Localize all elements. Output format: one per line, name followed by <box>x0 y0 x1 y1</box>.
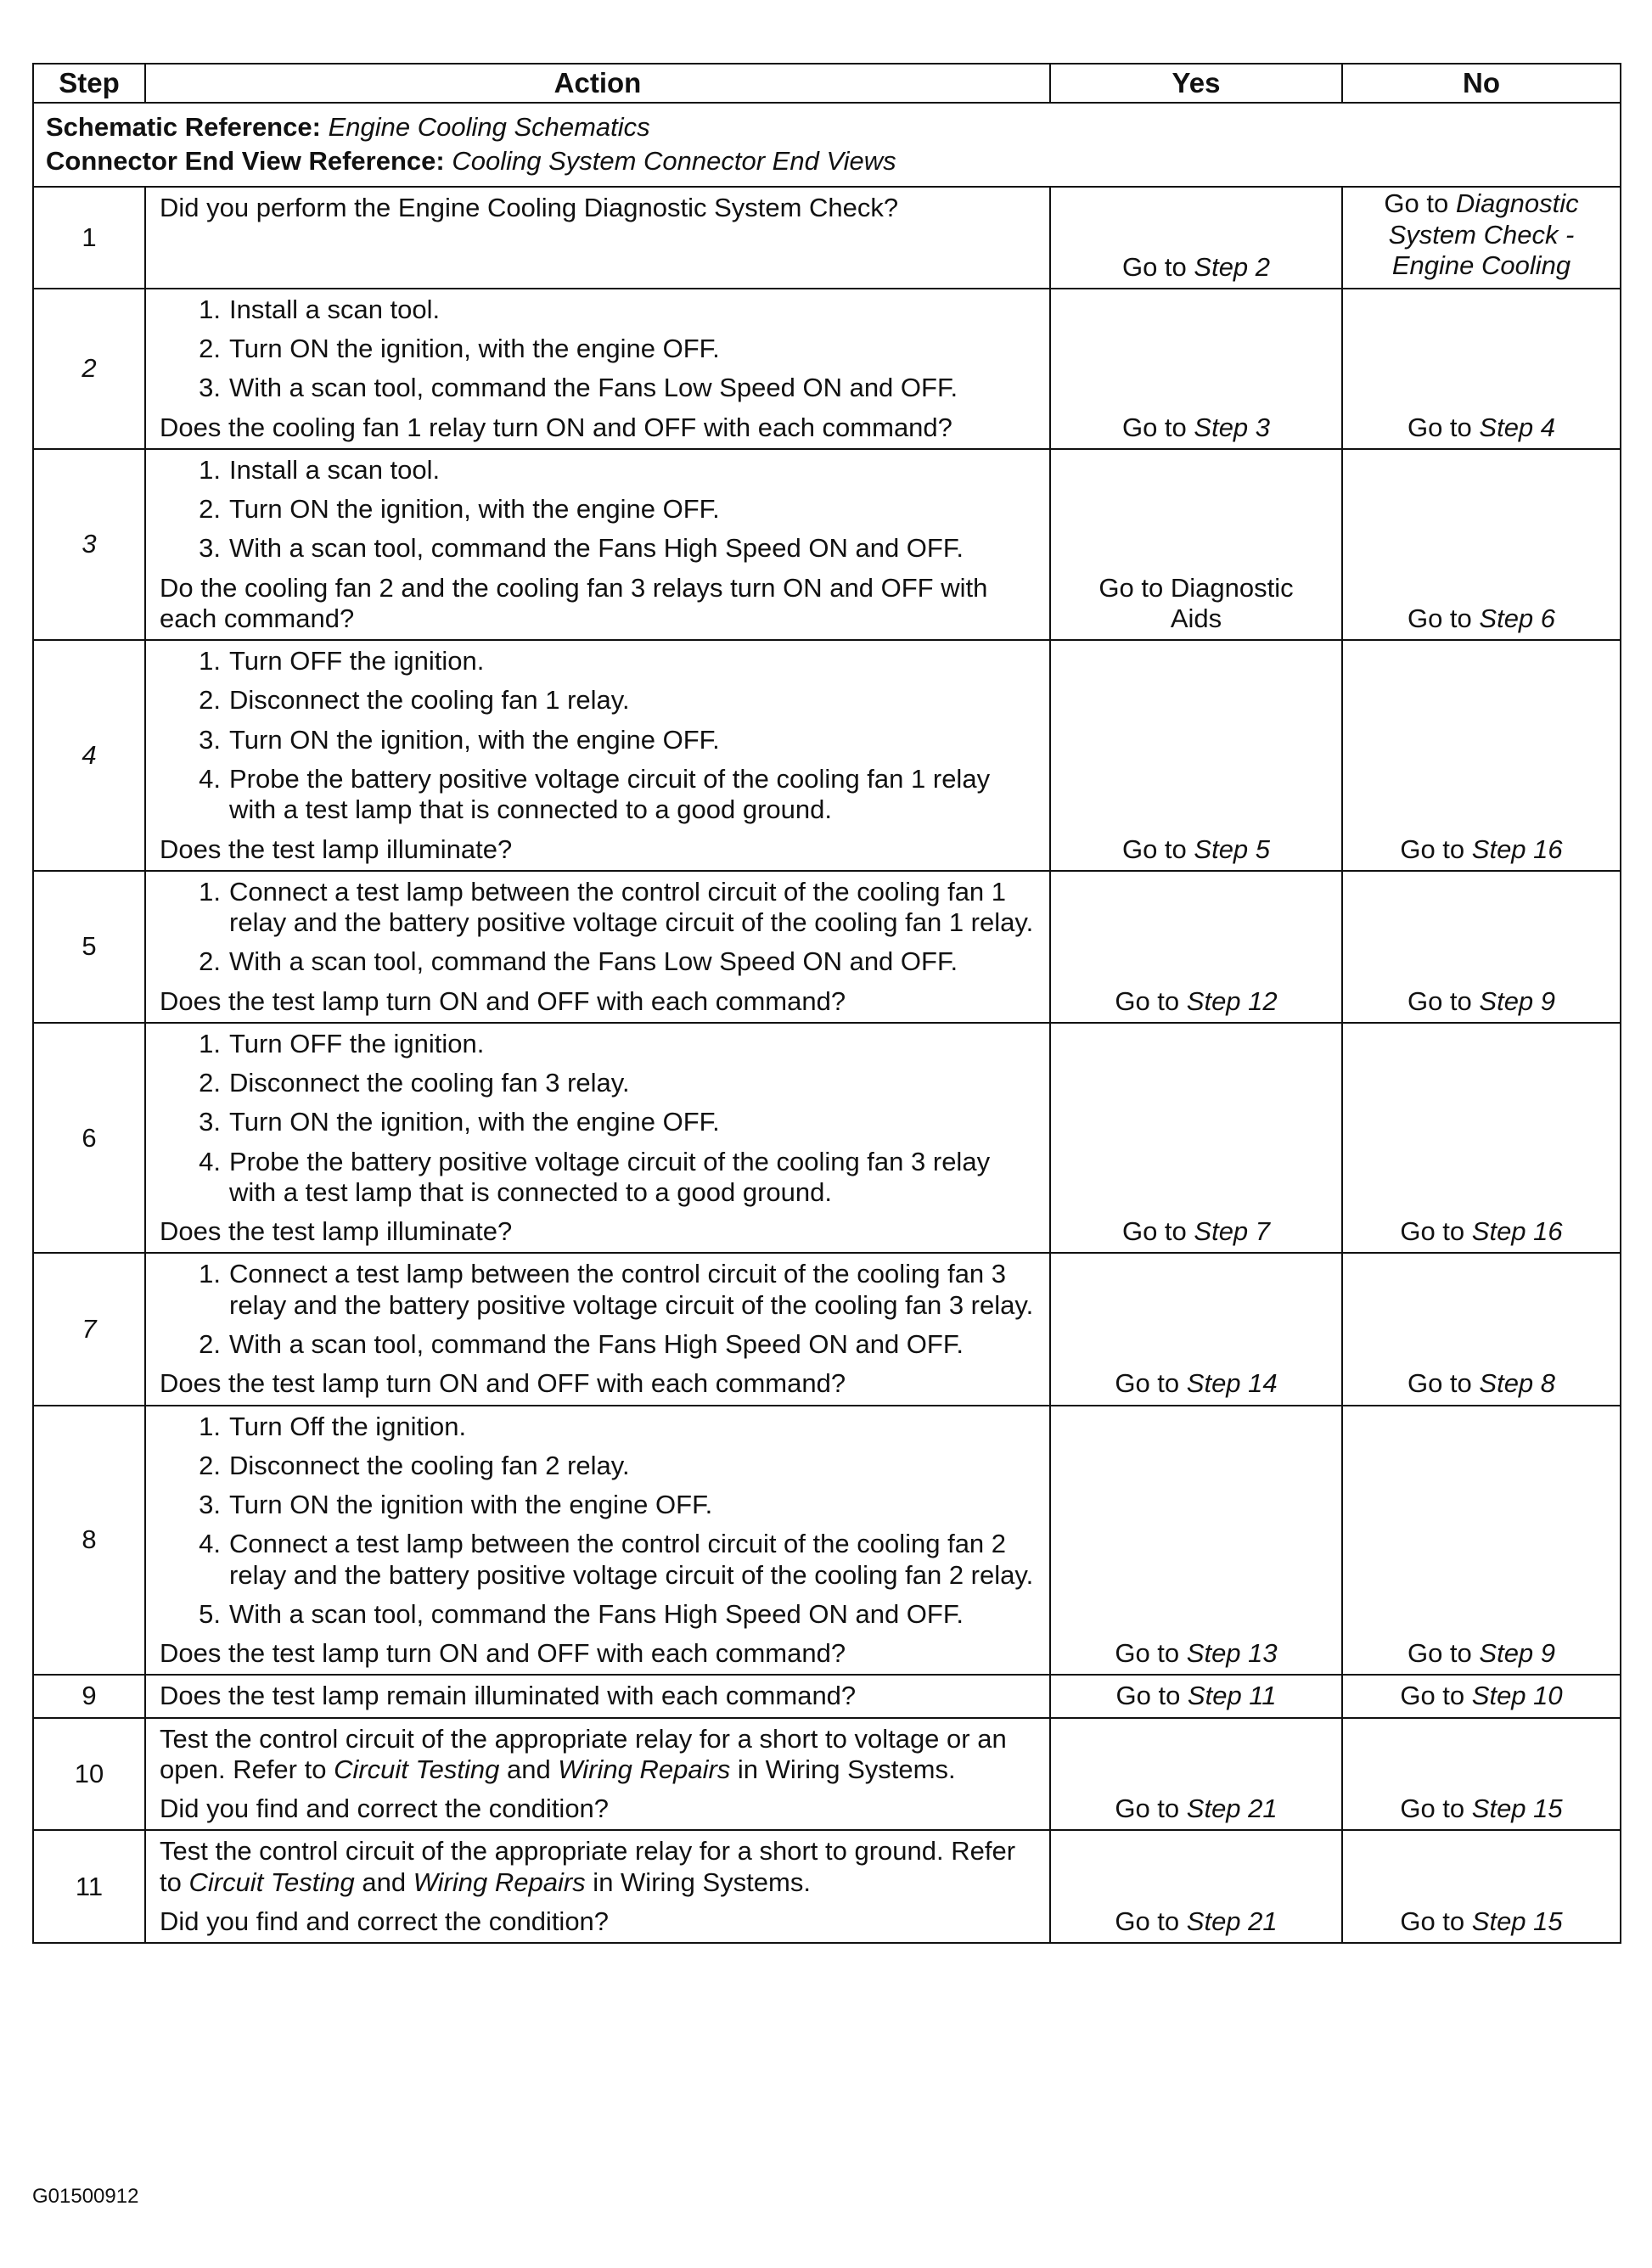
step-row <box>33 1718 1621 1831</box>
no-prefix: Go to <box>1407 1368 1480 1399</box>
action-item-number: 4. <box>199 1529 221 1559</box>
no-prefix: Go to <box>1400 834 1472 864</box>
action-item <box>160 373 1037 403</box>
yes-target: Step 7 <box>1194 1216 1271 1247</box>
header-action: Action <box>145 64 1050 103</box>
action-item-text: Connect a test lamp between the control circuit of the cooling fan 2 relay and the battery positive voltage circuit of the cooling fan 2 relay. <box>229 1529 1034 1590</box>
action-cell <box>145 449 1050 640</box>
no-prefix: Go to <box>1400 1906 1472 1936</box>
action-item-text: Connect a test lamp between the control circuit of the cooling fan 3 relay and the battery positive voltage circuit of the cooling fan 3 relay. <box>229 1259 1034 1320</box>
no-result <box>1342 1675 1621 1717</box>
yes-prefix: Go to <box>1121 251 1194 282</box>
action-cell <box>145 640 1050 871</box>
yes-prefix: Go to Diagnostic Aids <box>1099 572 1294 633</box>
action-item <box>160 1329 1037 1360</box>
action-item-text: Turn ON the ignition, with the engine OFF. <box>229 494 720 525</box>
step-row <box>33 289 1621 449</box>
step-row <box>33 1406 1621 1676</box>
yes-prefix: Go to <box>1121 412 1194 442</box>
action-item-number: 2. <box>199 1328 221 1359</box>
action-item-number: 3. <box>199 1107 221 1137</box>
schematic-reference <box>46 112 1608 143</box>
header-no: No <box>1342 64 1621 103</box>
no-target: Step 9 <box>1479 985 1556 1016</box>
action-question: Do the cooling fan 2 and the cooling fan 3 relays turn ON and OFF with each command? <box>160 572 988 633</box>
no-result <box>1342 1023 1621 1254</box>
action-item <box>160 685 1037 716</box>
action-item-number: 1. <box>199 1411 221 1441</box>
action-item-text: Turn OFF the ignition. <box>229 1028 485 1058</box>
no-result <box>1342 1406 1621 1676</box>
instruction-text: and <box>354 1867 413 1897</box>
yes-prefix: Go to <box>1115 985 1187 1016</box>
action-item <box>160 334 1037 364</box>
yes-target: Step 14 <box>1186 1368 1278 1399</box>
connector-reference-label: Connector End View Reference: <box>46 146 445 177</box>
action-item <box>160 494 1037 525</box>
no-result <box>1342 1830 1621 1943</box>
action-question: Does the test lamp turn ON and OFF with each command? <box>160 985 846 1016</box>
action-question: Did you find and correct the condition? <box>160 1794 610 1824</box>
no-prefix: Go to <box>1407 985 1480 1016</box>
action-item <box>160 455 1037 486</box>
instruction-text: Circuit Testing <box>188 1867 355 1897</box>
action-item <box>160 1529 1037 1591</box>
action-item-number: 3. <box>199 533 221 564</box>
action-cell <box>145 1023 1050 1254</box>
no-prefix: Go to <box>1400 1794 1472 1824</box>
step-number: 1 <box>33 187 145 289</box>
yes-result <box>1050 449 1342 640</box>
no-target: Step 6 <box>1479 603 1556 633</box>
action-item <box>160 877 1037 939</box>
action-item-text: Connect a test lamp between the control circuit of the cooling fan 1 relay and the battery positive voltage circuit of the cooling fan 1 relay. <box>229 876 1034 938</box>
action-item-number: 1. <box>199 1259 221 1289</box>
yes-prefix: Go to <box>1115 1794 1187 1824</box>
action-item-text: Turn ON the ignition, with the engine OFF. <box>229 334 720 364</box>
action-question: Does the test lamp turn ON and OFF with each command? <box>160 1368 846 1399</box>
action-item-text: Probe the battery positive voltage circuit of the cooling fan 1 relay with a test lamp that is connected to a good ground. <box>229 763 991 825</box>
no-prefix: Go to <box>1400 1681 1472 1711</box>
no-target: Step 16 <box>1471 834 1563 864</box>
action-item-text: Turn ON the ignition, with the engine OFF. <box>229 1107 720 1137</box>
instruction-text: in Wiring Systems. <box>585 1867 811 1897</box>
action-item <box>160 1451 1037 1481</box>
action-item-number: 2. <box>199 1450 221 1480</box>
yes-result <box>1050 1023 1342 1254</box>
yes-target: Step 13 <box>1186 1638 1278 1669</box>
no-target: Step 15 <box>1471 1794 1563 1824</box>
step-row <box>33 1023 1621 1254</box>
action-question: Did you find and correct the condition? <box>160 1906 610 1936</box>
yes-result <box>1050 1253 1342 1405</box>
action-item-text: With a scan tool, command the Fans Low Speed ON and OFF. <box>229 946 958 977</box>
yes-target: Step 5 <box>1194 834 1271 864</box>
no-prefix: Go to <box>1407 1638 1480 1669</box>
action-question: Does the test lamp illuminate? <box>160 834 513 864</box>
action-item <box>160 1068 1037 1098</box>
no-target: Step 9 <box>1479 1638 1556 1669</box>
step-row <box>33 449 1621 640</box>
step-number: 7 <box>33 1253 145 1405</box>
no-prefix: Go to <box>1407 412 1480 442</box>
step-row <box>33 1253 1621 1405</box>
action-item-text: Install a scan tool. <box>229 454 441 485</box>
no-result <box>1342 1253 1621 1405</box>
action-item-number: 5. <box>199 1598 221 1629</box>
action-item-text: With a scan tool, command the Fans High Speed ON and OFF. <box>229 533 964 564</box>
instruction-text: Wiring Repairs <box>413 1867 586 1897</box>
step-number: 3 <box>33 449 145 640</box>
action-item-text: Disconnect the cooling fan 3 relay. <box>229 1068 630 1098</box>
spacer <box>160 223 1037 283</box>
connector-reference-value: Cooling System Connector End Views <box>452 146 896 177</box>
action-item <box>160 725 1037 755</box>
action-item-number: 2. <box>199 946 221 977</box>
action-item <box>160 533 1037 564</box>
no-prefix: Go to <box>1384 188 1456 219</box>
action-item-number: 2. <box>199 494 221 525</box>
action-item-text: Turn OFF the ignition. <box>229 646 485 676</box>
action-item-text: Disconnect the cooling fan 1 relay. <box>229 685 630 716</box>
no-target: Step 10 <box>1471 1681 1563 1711</box>
instruction-text: Wiring Repairs <box>558 1754 731 1784</box>
action-item <box>160 646 1037 676</box>
instruction-text: Test the control circuit of the appropriate relay for a short to ground. Refer to <box>160 1836 1016 1897</box>
header-yes: Yes <box>1050 64 1342 103</box>
yes-target: Step 21 <box>1186 1906 1278 1936</box>
yes-prefix: Go to <box>1121 834 1194 864</box>
action-item-text: Turn ON the ignition with the engine OFF. <box>229 1490 713 1520</box>
step-number: 9 <box>33 1675 145 1717</box>
yes-target: Step 12 <box>1186 985 1278 1016</box>
connector-reference <box>46 146 1608 177</box>
action-item-text: With a scan tool, command the Fans High Speed ON and OFF. <box>229 1328 964 1359</box>
instruction-text: Test the control circuit of the appropriate relay for a short to voltage or an open. Refer to <box>160 1723 1007 1784</box>
step-number: 10 <box>33 1718 145 1831</box>
instruction-text: Circuit Testing <box>334 1754 500 1784</box>
step-number: 4 <box>33 640 145 871</box>
step-row <box>33 187 1621 289</box>
reference-cell <box>33 103 1621 187</box>
action-item <box>160 1490 1037 1520</box>
action-item-text: Disconnect the cooling fan 2 relay. <box>229 1450 630 1480</box>
yes-prefix: Go to <box>1115 1638 1187 1669</box>
action-item-number: 1. <box>199 876 221 907</box>
no-target: Step 8 <box>1479 1368 1556 1399</box>
action-item <box>160 1259 1037 1321</box>
no-target: Step 16 <box>1471 1216 1563 1247</box>
yes-prefix: Go to <box>1115 1368 1187 1399</box>
step-row <box>33 640 1621 871</box>
action-item <box>160 1107 1037 1137</box>
action-item-number: 1. <box>199 646 221 676</box>
action-cell <box>145 187 1050 289</box>
yes-result <box>1050 1718 1342 1831</box>
instruction-text: in Wiring Systems. <box>730 1754 956 1784</box>
action-item-number: 4. <box>199 1146 221 1176</box>
action-question: Does the test lamp illuminate? <box>160 1216 513 1247</box>
no-target: Diagnostic System Check - Engine Cooling <box>1388 188 1579 280</box>
no-target: Step 15 <box>1471 1906 1563 1936</box>
action-item-number: 2. <box>199 1068 221 1098</box>
no-result <box>1342 871 1621 1023</box>
action-item-number: 4. <box>199 763 221 794</box>
yes-prefix: Go to <box>1121 1216 1194 1247</box>
no-prefix: Go to <box>1400 1216 1472 1247</box>
yes-result <box>1050 1675 1342 1717</box>
yes-target: Step 2 <box>1194 251 1271 282</box>
step-number: 11 <box>33 1830 145 1943</box>
step-number: 2 <box>33 289 145 449</box>
action-item <box>160 946 1037 977</box>
action-question: Did you perform the Engine Cooling Diagnostic System Check? <box>160 192 899 222</box>
action-item-number: 3. <box>199 724 221 755</box>
step-row <box>33 1675 1621 1717</box>
action-item-text: With a scan tool, command the Fans Low Speed ON and OFF. <box>229 373 958 403</box>
header-step: Step <box>33 64 145 103</box>
action-cell <box>145 1675 1050 1717</box>
action-item <box>160 1029 1037 1059</box>
action-instruction <box>160 1724 1037 1786</box>
action-item-number: 2. <box>199 334 221 364</box>
no-target: Step 4 <box>1479 412 1556 442</box>
no-result <box>1342 289 1621 449</box>
no-result <box>1342 640 1621 871</box>
header-row <box>33 64 1621 103</box>
action-item-text: Turn ON the ignition, with the engine OFF. <box>229 724 720 755</box>
instruction-text: and <box>499 1754 559 1784</box>
no-prefix: Go to <box>1407 603 1480 633</box>
step-number: 6 <box>33 1023 145 1254</box>
no-result <box>1342 1718 1621 1831</box>
action-item-number: 1. <box>199 294 221 324</box>
step-number: 8 <box>33 1406 145 1676</box>
action-item <box>160 764 1037 826</box>
action-instruction <box>160 1836 1037 1898</box>
action-question: Does the test lamp remain illuminated with each command? <box>160 1681 857 1711</box>
action-item-text: Turn Off the ignition. <box>229 1411 467 1441</box>
yes-prefix: Go to <box>1115 1681 1188 1711</box>
diagnostic-table <box>32 63 1621 1944</box>
action-item-number: 3. <box>199 373 221 403</box>
action-item <box>160 295 1037 325</box>
reference-row <box>33 103 1621 187</box>
yes-target: Step 3 <box>1194 412 1271 442</box>
yes-prefix: Go to <box>1115 1906 1187 1936</box>
action-item <box>160 1412 1037 1442</box>
yes-result <box>1050 187 1342 289</box>
step-number: 5 <box>33 871 145 1023</box>
no-result <box>1342 187 1621 289</box>
document-code: G01500912 <box>32 2185 139 2208</box>
action-item-number: 2. <box>199 685 221 716</box>
action-item-number: 1. <box>199 1028 221 1058</box>
action-item-number: 3. <box>199 1490 221 1520</box>
action-item-number: 1. <box>199 454 221 485</box>
action-item <box>160 1599 1037 1630</box>
action-item-text: Probe the battery positive voltage circuit of the cooling fan 3 relay with a test lamp that is connected to a good ground. <box>229 1146 991 1207</box>
yes-result <box>1050 640 1342 871</box>
yes-result <box>1050 1406 1342 1676</box>
schematic-reference-label: Schematic Reference: <box>46 112 321 142</box>
action-question: Does the cooling fan 1 relay turn ON and OFF with each command? <box>160 412 952 442</box>
step-row <box>33 1830 1621 1943</box>
action-question: Does the test lamp turn ON and OFF with each command? <box>160 1638 846 1669</box>
schematic-reference-value: Engine Cooling Schematics <box>328 112 650 142</box>
action-item <box>160 1147 1037 1209</box>
yes-result <box>1050 289 1342 449</box>
yes-result <box>1050 1830 1342 1943</box>
action-cell <box>145 289 1050 449</box>
action-cell <box>145 1830 1050 1943</box>
action-cell <box>145 1253 1050 1405</box>
no-result <box>1342 449 1621 640</box>
action-cell <box>145 1718 1050 1831</box>
step-row <box>33 871 1621 1023</box>
yes-result <box>1050 871 1342 1023</box>
action-cell <box>145 871 1050 1023</box>
yes-target: Step 21 <box>1186 1794 1278 1824</box>
action-item-text: Install a scan tool. <box>229 294 441 324</box>
action-item-text: With a scan tool, command the Fans High Speed ON and OFF. <box>229 1598 964 1629</box>
yes-target: Step 11 <box>1187 1681 1277 1711</box>
action-cell <box>145 1406 1050 1676</box>
